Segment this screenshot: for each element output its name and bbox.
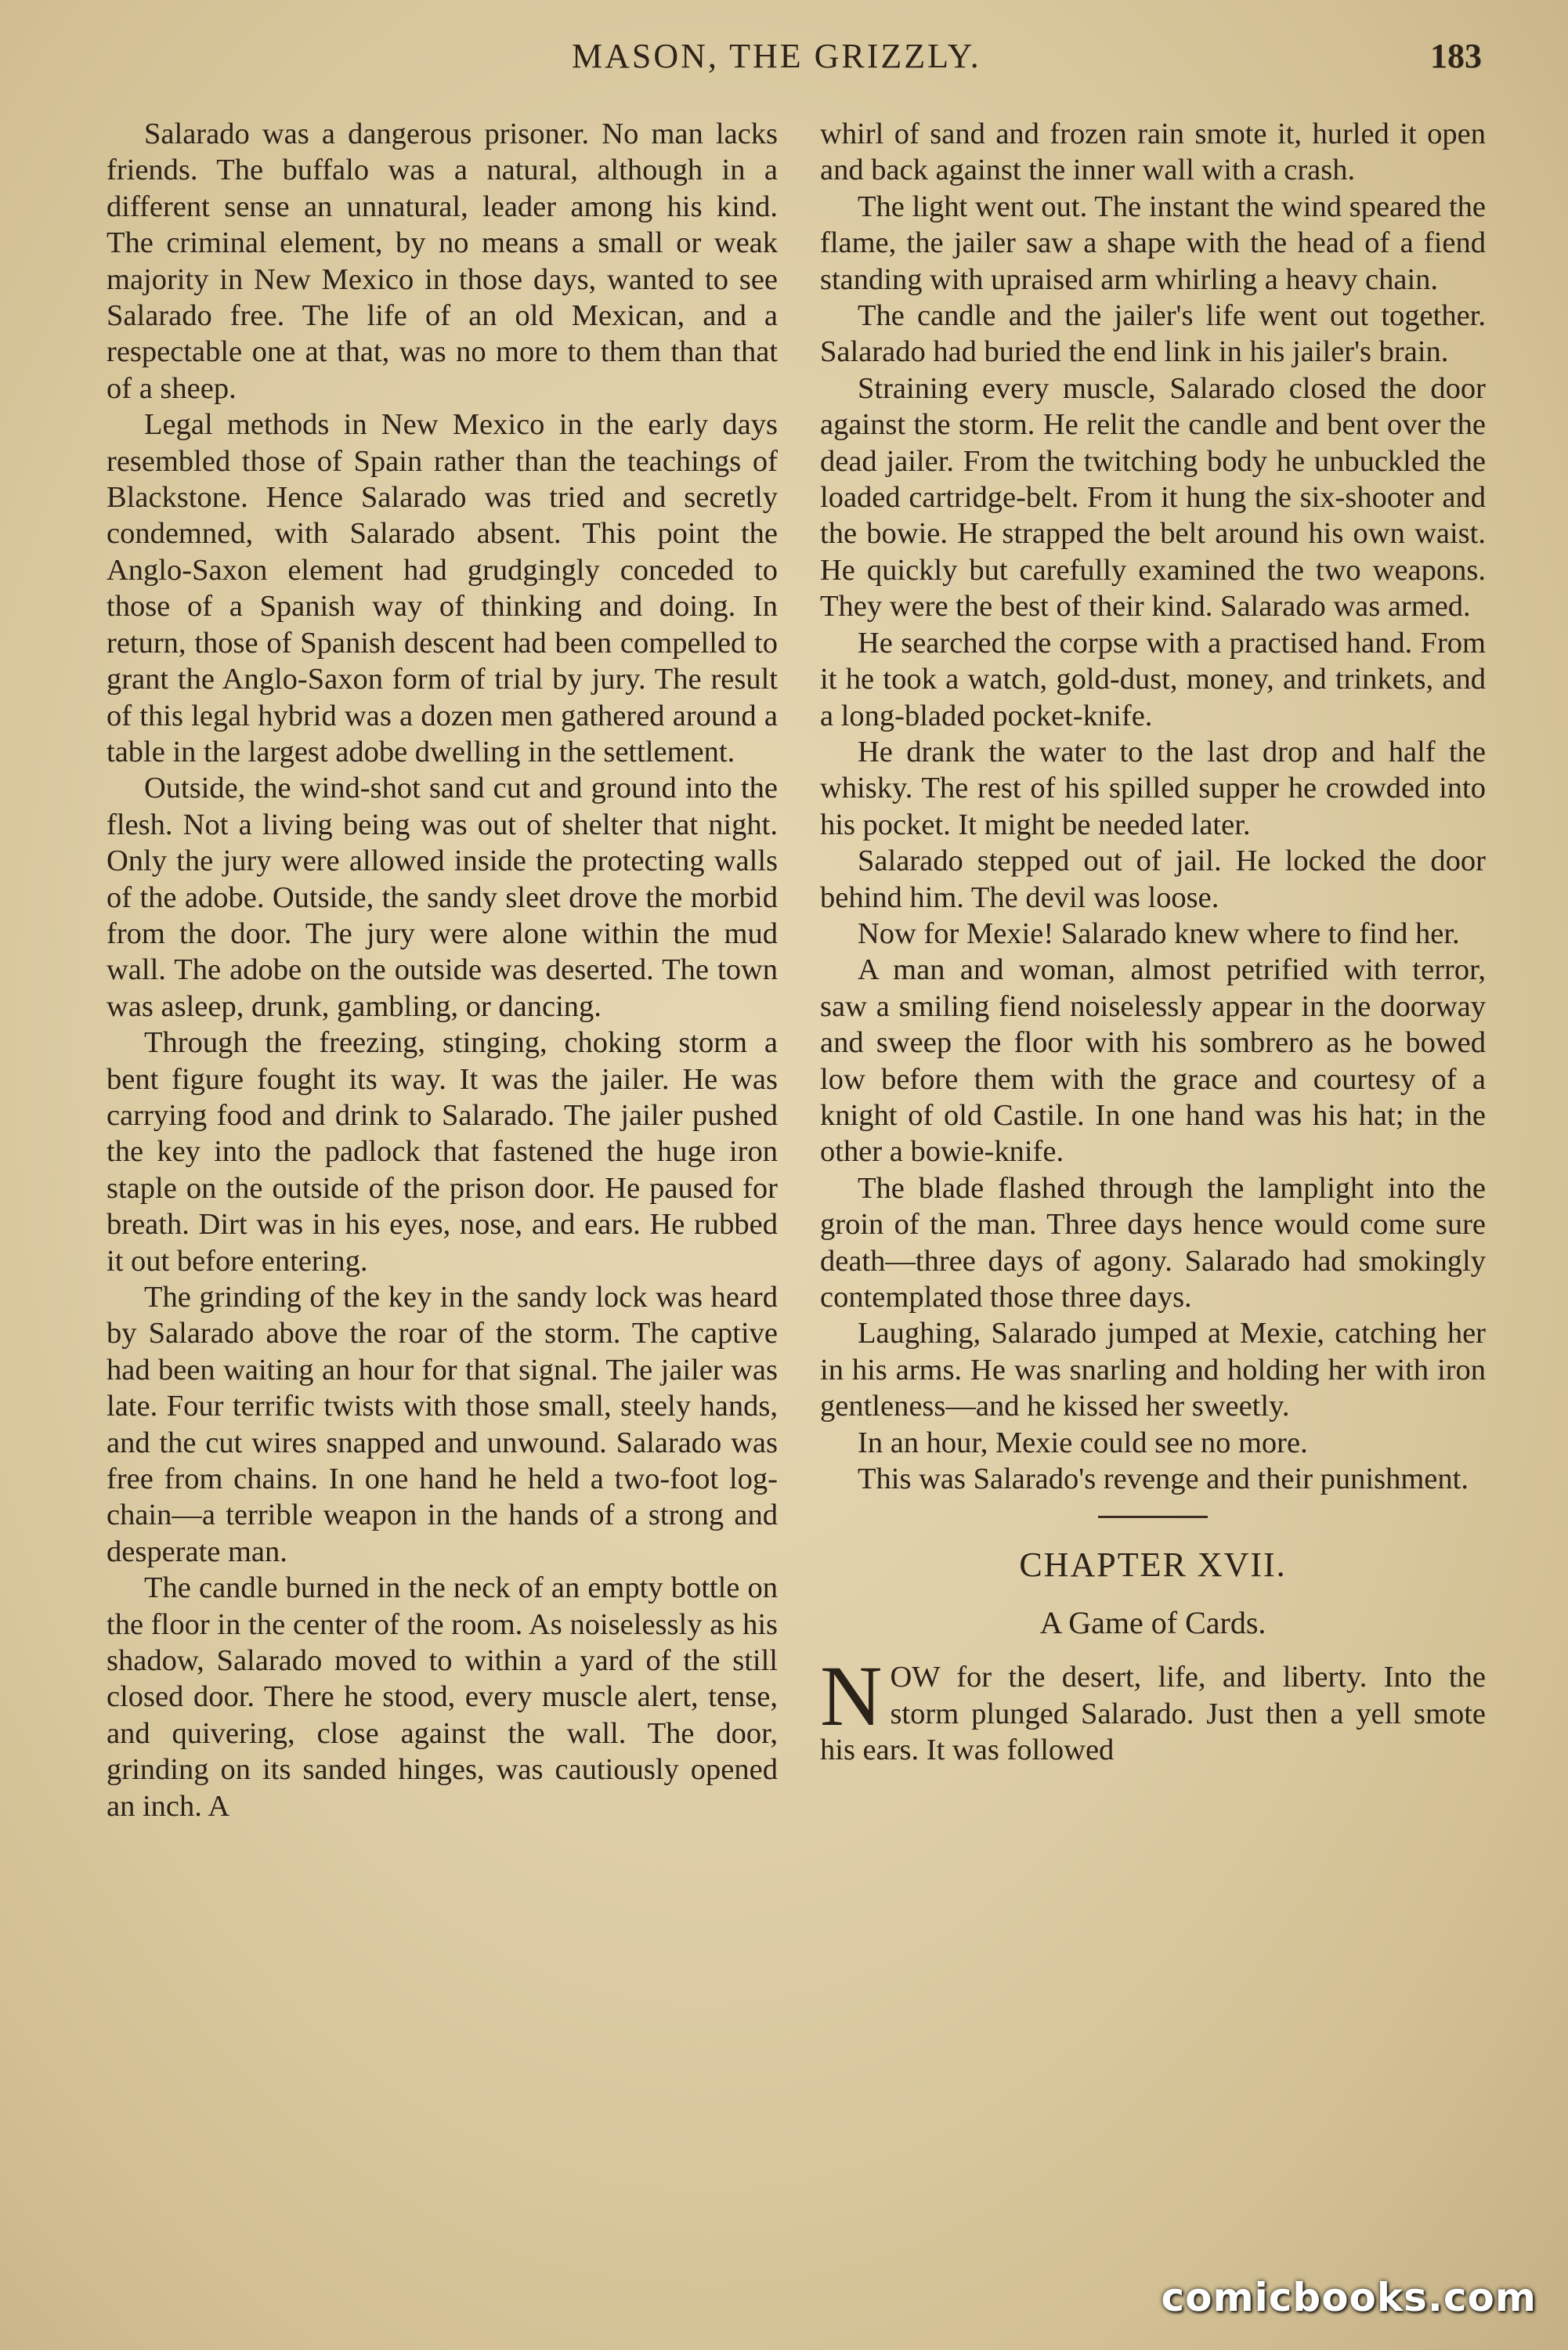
paragraph: The blade flashed through the lamplight into the groin of the man. Three days hence would come sure death—three days of agony. Salarado had smokingly contemplated those three days. bbox=[820, 1171, 1486, 1314]
paragraph: Laughing, Salarado jumped at Mexie, catching her in his arms. He was snarling and holding her with iron gentleness—and he kissed her sweetly. bbox=[820, 1317, 1486, 1423]
paragraph: Outside, the wind-shot sand cut and ground into the flesh. Not a living being was out of shelter that night. Only the jury were allowed inside the protecting walls of the adobe. Outside, the sandy sleet drove the morbid from the door. The jury were alone within the mud wall. The adobe on the outside was deserted. The town was asleep, drunk, gambling, or dancing. bbox=[107, 772, 778, 1023]
paragraph: Through the freezing, stinging, choking storm a bent figure fought its way. It was the jailer. He was carrying food and drink to Salarado. The jailer pushed the key into the padlock that fastened the huge iron staple on the outside of the prison door. He paused for breath. Dirt was in his eyes, nose, and ears. He rubbed it out before entering. bbox=[107, 1026, 778, 1278]
paragraph: A man and woman, almost petrified with terror, saw a smiling fiend noiselessly appear in the doorway and sweep the floor with his sombrero as he bowed low before them with the grace and courtesy of a knight of old Castile. In one hand was his hat; in the other a bowie-knife. bbox=[820, 953, 1486, 1169]
paragraph: Legal methods in New Mexico in the early days resembled those of Spain rather than the teachings of Blackstone. Hence Salarado was tried and secretly condemned, with Salarado absent. This point the Anglo-Saxon element had grudgingly conceded to those of a Spanish way of thinking and doing. In return, those of Spanish descent had been compelled to grant the Anglo-Saxon form of trial by jury. The result of this legal hybrid was a dozen men gathered around a table in the largest adobe dwelling in the settlement. bbox=[107, 408, 778, 768]
chapter-subtitle: A Game of Cards. bbox=[1039, 1605, 1266, 1641]
page-number: 183 bbox=[1430, 37, 1482, 75]
paragraph: The grinding of the key in the sandy lock was heard by Salarado above the roar of the storm. The captive had been waiting an hour for that signal. The jailer was late. Four terrific twists with those small, steely hands, and the cut wires snapped and unwound. Salarado was free from chains. In one hand he held a two-foot log-chain—a terrible weapon in the hands of a strong and desperate man. bbox=[107, 1281, 778, 1568]
running-title: MASON, THE GRIZZLY. bbox=[572, 37, 981, 75]
paragraph: Salarado was a dangerous prisoner. No man lacks friends. The buffalo was a natural, although in a different sense an unnatural, leader among his kind. The criminal element, by no means a small or weak majority in New Mexico in those days, wanted to see Salarado free. The life of an old Mexican, and a respectable one at that, was no more to them than that of a sheep. bbox=[107, 118, 778, 405]
chapter-opening-paragraph bbox=[820, 1648, 1486, 1768]
paragraph: The light went out. The instant the wind speared the flame, the jailer saw a shape with the head of a fiend standing with upraised arm whirling a heavy chain. bbox=[820, 190, 1486, 296]
drop-cap: N bbox=[820, 1648, 883, 1744]
paragraph: The candle and the jailer's life went out together. Salarado had buried the end link in his jailer's brain. bbox=[820, 299, 1486, 369]
paragraph: Salarado stepped out of jail. He locked the door behind him. The devil was loose. bbox=[820, 844, 1486, 914]
section-divider bbox=[1098, 1516, 1208, 1518]
paragraph-continuation: whirl of sand and frozen rain smote it, hurled it open and back against the inner wall with a crash. bbox=[820, 118, 1486, 187]
chapter-block bbox=[820, 1516, 1486, 1642]
paragraph: This was Salarado's revenge and their punishment. bbox=[858, 1462, 1469, 1496]
paragraph: He searched the corpse with a practised hand. From it he took a watch, gold-dust, money, and trinkets, and a long-bladed pocket-knife. bbox=[820, 626, 1486, 732]
paragraph: In an hour, Mexie could see no more. bbox=[858, 1426, 1308, 1459]
watermark: comicbooks.com bbox=[1161, 2275, 1537, 2320]
paragraph: The candle burned in the neck of an empty bottle on the floor in the center of the room. As noiselessly as his shadow, Salarado moved to within a yard of the still closed door. There he stood, every muscle alert, tense, and quivering, close against the wall. The door, grinding on its sanded hinges, was cautiously opened an inch. A bbox=[107, 1571, 778, 1823]
right-column bbox=[820, 116, 1486, 1769]
paragraph: Straining every muscle, Salarado closed the door against the storm. He relit the candle and bent over the dead jailer. From the twitching body he unbuckled the loaded cartridge-belt. From it hung the six-shooter and the bowie. He strapped the belt around his own waist. He quickly but carefully examined the two weapons. They were the best of their kind. Salarado was armed. bbox=[820, 371, 1486, 624]
left-column bbox=[107, 116, 778, 1824]
running-head bbox=[110, 36, 1482, 83]
chapter-opening-text: OW for the desert, life, and liberty. Into the storm plunged Salarado. Just then a yell smote his ears. It was followed bbox=[820, 1661, 1486, 1767]
paragraph: He drank the water to the last drop and half the whisky. The rest of his spilled supper he crowded into his pocket. It might be needed later. bbox=[820, 735, 1486, 841]
paragraph: Now for Mexie! Salarado knew where to find her. bbox=[858, 916, 1460, 950]
chapter-heading: CHAPTER XVII. bbox=[1019, 1546, 1287, 1585]
